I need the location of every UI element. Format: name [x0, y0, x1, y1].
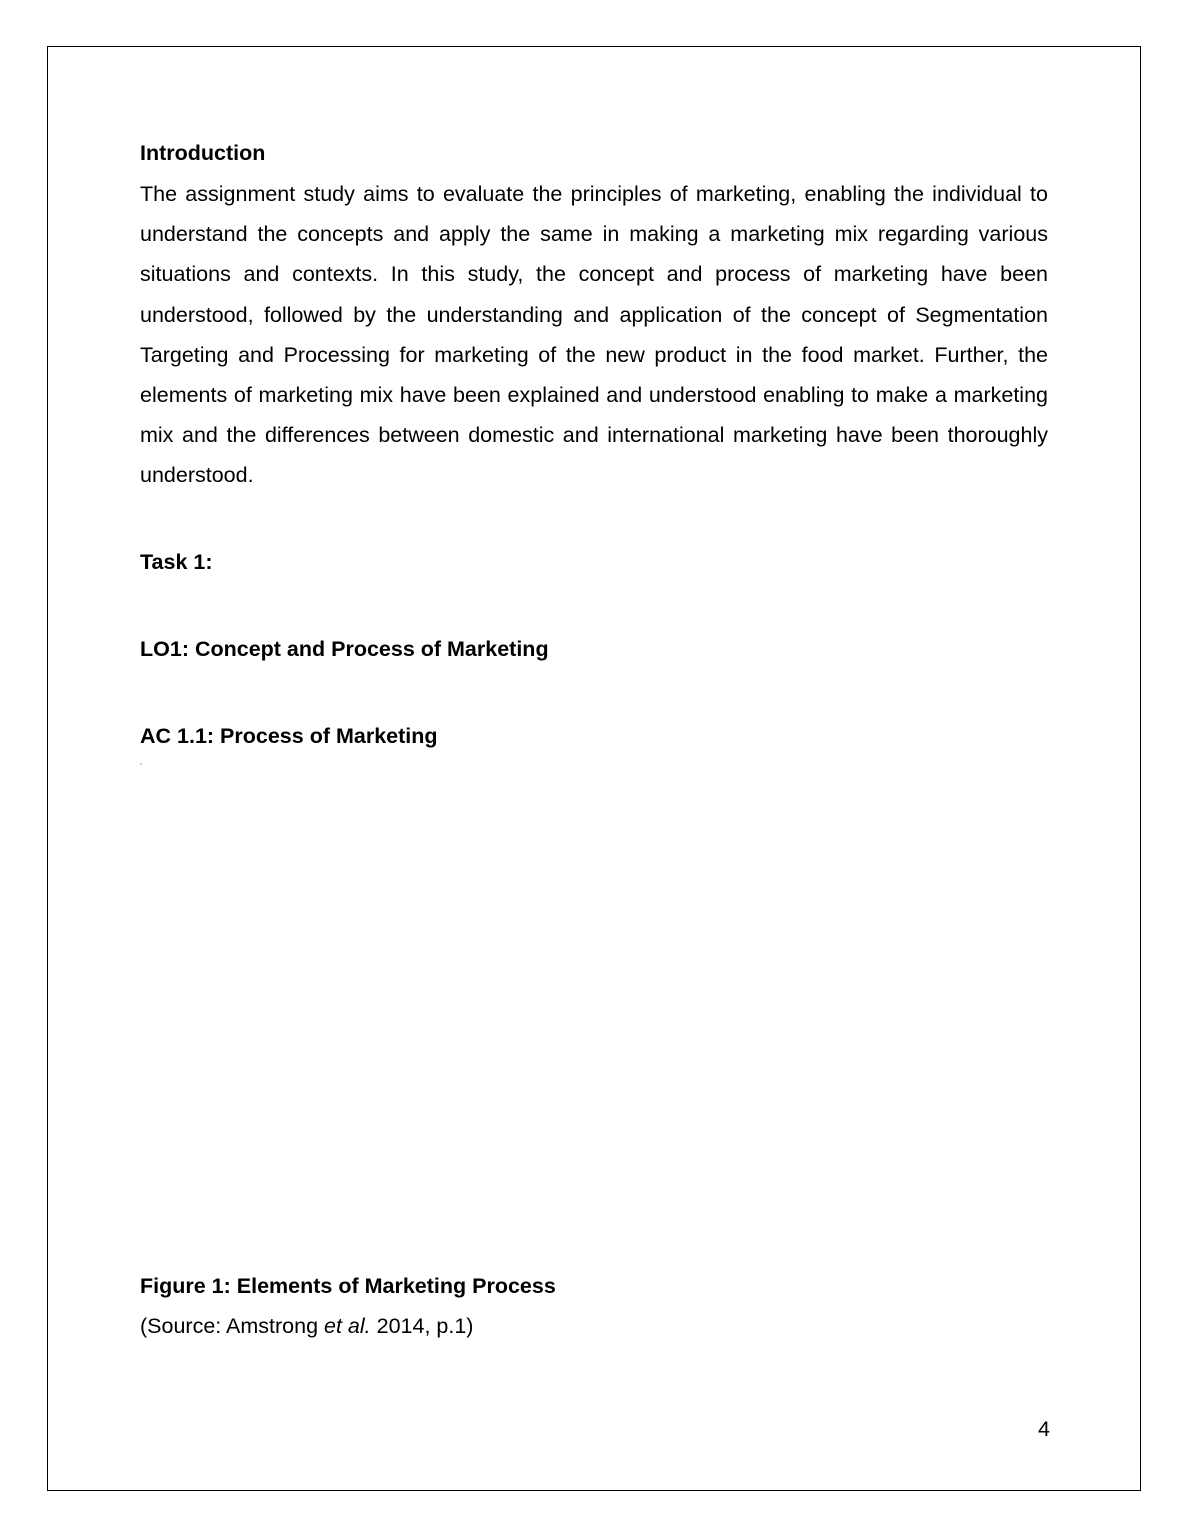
introduction-heading: Introduction — [140, 141, 266, 165]
figure-caption: Figure 1: Elements of Marketing Process — [140, 1274, 556, 1298]
figure-source-prefix: (Source: Amstrong — [140, 1314, 325, 1338]
figure-source-italic: et al. — [324, 1314, 371, 1338]
figure-image-placeholder — [140, 760, 1048, 1260]
figure-source — [140, 1313, 473, 1339]
page-number: 4 — [1038, 1417, 1050, 1441]
figure-source-suffix: 2014, p.1) — [370, 1314, 474, 1338]
figure-image-remnant — [140, 763, 142, 765]
task-heading: Task 1: — [140, 550, 213, 574]
ac-heading: AC 1.1: Process of Marketing — [140, 724, 438, 748]
introduction-paragraph: The assignment study aims to evaluate the principles of marketing, enabling the individual to understand the concepts and apply the same in making a marketing mix regarding various situations and contexts. In this study, the concept and process of marketing have been understood, followed by the understanding and application of the concept of Segmentation Targeting and Processing for marketing of the new product in the food market. Further, the elements of marketing mix have been explained and understood enabling to make a marketing mix and the differences between domestic and international marketing have been thoroughly understood. — [140, 182, 1048, 488]
lo-heading: LO1: Concept and Process of Marketing — [140, 637, 549, 661]
